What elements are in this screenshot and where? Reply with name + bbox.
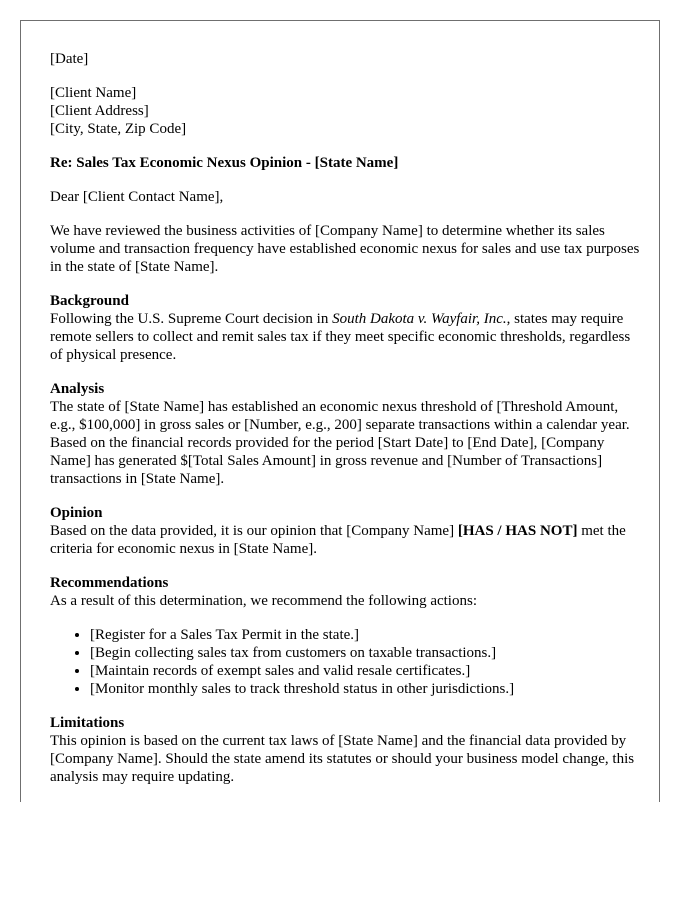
limitations-section — [50, 714, 640, 786]
recommendations-heading: Recommendations — [50, 575, 169, 591]
client-address-block — [50, 84, 640, 138]
opinion-text-before: Based on the data provided, it is our opinion that [Company Name] — [50, 523, 458, 539]
letter-body — [50, 50, 640, 802]
recommendations-section — [50, 574, 640, 698]
analysis-heading: Analysis — [50, 381, 105, 397]
analysis-section — [50, 380, 640, 488]
subject-line: Re: Sales Tax Economic Nexus Opinion - [State Name] — [50, 155, 399, 171]
background-section — [50, 292, 640, 364]
letter-date: [Date] — [50, 51, 89, 67]
salutation-block — [50, 188, 640, 206]
date-line — [50, 50, 640, 68]
intro-text: We have reviewed the business activities of [Company Name] to determine whether its sales volume and transaction frequency have established economic nexus for sales and use tax purposes in the state of [State Name]. — [50, 223, 640, 275]
subject-line-block — [50, 154, 640, 172]
client-address: [Client Address] — [50, 103, 149, 119]
opinion-heading: Opinion — [50, 505, 103, 521]
background-text — [50, 310, 640, 364]
limitations-text: This opinion is based on the current tax laws of [State Name] and the financial data provided by [Company Name]. Should the state amend its statutes or should your business model change, this analysis may require updating. — [50, 733, 635, 785]
list-item: • [Monitor monthly sales to track threshold status in other jurisdictions.] — [90, 680, 640, 698]
recommendations-list — [50, 626, 640, 698]
opinion-determination: [HAS / HAS NOT] — [457, 523, 578, 539]
limitations-heading: Limitations — [50, 715, 125, 731]
list-item: • [Begin collecting sales tax from customers on taxable transactions.] — [90, 644, 640, 662]
letter-page — [20, 20, 660, 802]
background-text-after: , states may require remote sellers to collect and remit sales tax if they meet specific economic thresholds, regardless of physical presence. — [50, 311, 631, 363]
client-name: [Client Name] — [50, 85, 137, 101]
list-item: • [Maintain records of exempt sales and valid resale certificates.] — [90, 662, 640, 680]
intro-paragraph — [50, 222, 640, 276]
recommendations-intro: As a result of this determination, we recommend the following actions: — [50, 593, 477, 609]
salutation: Dear [Client Contact Name], — [50, 189, 224, 205]
background-text-before: Following the U.S. Supreme Court decision in — [50, 311, 333, 327]
opinion-text — [50, 522, 640, 558]
analysis-text: The state of [State Name] has established an economic nexus threshold of [Threshold Amount, e.g., $100,000] in gross sales or [Number, e.g., 200] separate transactions within a calendar year. Based on the financial records provided for the period [Start Date] to [End Date], [Company Name] has generated $[Total Sales Amount] in gross revenue and [Number of Transactions] transactions in [State Name]. — [50, 399, 630, 487]
opinion-section — [50, 504, 640, 558]
list-item: • [Register for a Sales Tax Permit in the state.] — [90, 626, 640, 644]
client-city-state-zip: [City, State, Zip Code] — [50, 121, 187, 137]
opinion-text-after: met the criteria for economic nexus in [State Name]. — [50, 523, 626, 557]
background-heading: Background — [50, 293, 129, 309]
case-name: South Dakota v. Wayfair, Inc. — [332, 311, 507, 327]
